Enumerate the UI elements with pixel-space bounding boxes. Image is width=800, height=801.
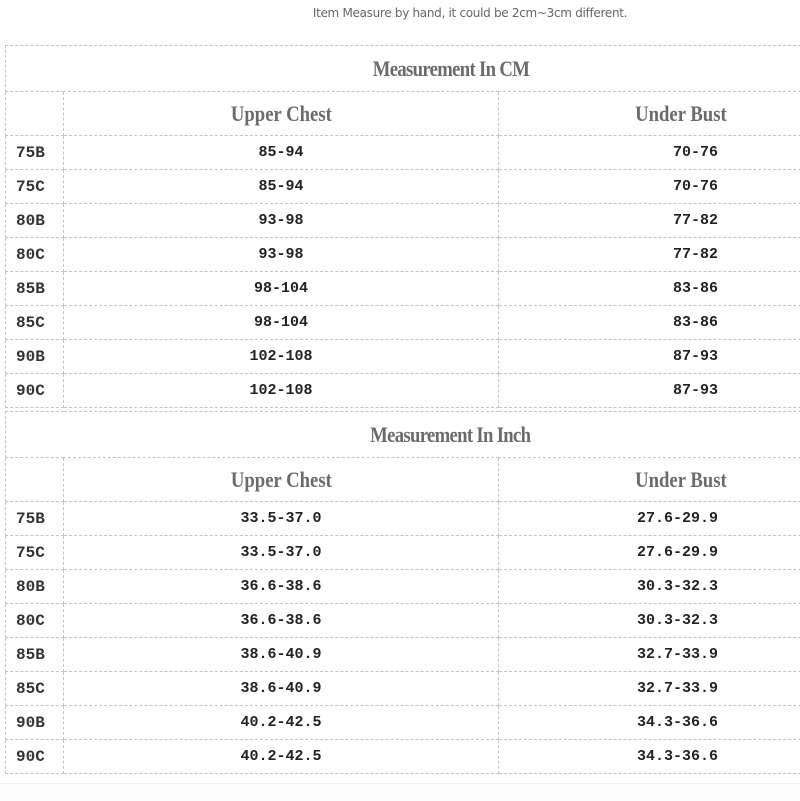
size-cell: 80B	[6, 204, 64, 238]
table-row	[6, 502, 800, 536]
table-row	[6, 536, 800, 570]
table-row	[6, 638, 800, 672]
size-cell: 75C	[6, 536, 64, 570]
upper-chest-cell: 102-108	[64, 340, 499, 374]
under-bust-cell: 70-76	[499, 170, 800, 204]
table-row	[6, 672, 800, 706]
header-under-bust: Under Bust	[499, 458, 800, 502]
size-cell: 80C	[6, 604, 64, 638]
under-bust-cell: 27.6-29.9	[499, 536, 800, 570]
table-title: Measurement In Inch	[6, 412, 800, 458]
under-bust-cell: 32.7-33.9	[499, 638, 800, 672]
size-table-inch	[5, 411, 800, 774]
size-cell: 85C	[6, 306, 64, 340]
under-bust-cell: 34.3-36.6	[499, 740, 800, 774]
upper-chest-cell: 38.6-40.9	[64, 672, 499, 706]
under-bust-cell: 70-76	[499, 136, 800, 170]
upper-chest-cell: 36.6-38.6	[64, 570, 499, 604]
table-row	[6, 604, 800, 638]
size-cell: 85B	[6, 272, 64, 306]
under-bust-cell: 83-86	[499, 306, 800, 340]
size-cell: 80C	[6, 238, 64, 272]
size-cell: 85B	[6, 638, 64, 672]
size-cell: 75C	[6, 170, 64, 204]
upper-chest-cell: 98-104	[64, 306, 499, 340]
upper-chest-cell: 93-98	[64, 238, 499, 272]
under-bust-cell: 27.6-29.9	[499, 502, 800, 536]
table-row	[6, 340, 800, 374]
measurement-note: Item Measure by hand, it could be 2cm~3cm different.	[0, 6, 800, 20]
under-bust-cell: 77-82	[499, 204, 800, 238]
size-cell: 75B	[6, 502, 64, 536]
under-bust-cell: 34.3-36.6	[499, 706, 800, 740]
header-upper-chest: Upper Chest	[64, 92, 499, 136]
upper-chest-cell: 98-104	[64, 272, 499, 306]
size-cell: 90B	[6, 706, 64, 740]
size-cell: 85C	[6, 672, 64, 706]
table-row	[6, 374, 800, 408]
table-row	[6, 570, 800, 604]
table-row	[6, 170, 800, 204]
under-bust-cell: 30.3-32.3	[499, 570, 800, 604]
upper-chest-cell: 85-94	[64, 170, 499, 204]
upper-chest-cell: 33.5-37.0	[64, 536, 499, 570]
size-cell: 90C	[6, 740, 64, 774]
table-row	[6, 204, 800, 238]
size-cell: 75B	[6, 136, 64, 170]
upper-chest-cell: 33.5-37.0	[64, 502, 499, 536]
upper-chest-cell: 93-98	[64, 204, 499, 238]
upper-chest-cell: 40.2-42.5	[64, 706, 499, 740]
header-size	[6, 92, 64, 136]
size-cell: 90C	[6, 374, 64, 408]
table-title: Measurement In CM	[6, 46, 800, 92]
upper-chest-cell: 36.6-38.6	[64, 604, 499, 638]
size-cell: 90B	[6, 340, 64, 374]
table-row	[6, 740, 800, 774]
size-table-cm	[5, 45, 800, 408]
table-title-row	[6, 412, 800, 458]
header-size	[6, 458, 64, 502]
size-cell: 80B	[6, 570, 64, 604]
upper-chest-cell: 38.6-40.9	[64, 638, 499, 672]
table-row	[6, 706, 800, 740]
header-under-bust: Under Bust	[499, 92, 800, 136]
table-title-row	[6, 46, 800, 92]
bottom-divider	[0, 783, 800, 801]
table-row	[6, 272, 800, 306]
under-bust-cell: 87-93	[499, 374, 800, 408]
table-header-row	[6, 458, 800, 502]
table-row	[6, 306, 800, 340]
under-bust-cell: 32.7-33.9	[499, 672, 800, 706]
under-bust-cell: 83-86	[499, 272, 800, 306]
table-row	[6, 238, 800, 272]
upper-chest-cell: 85-94	[64, 136, 499, 170]
upper-chest-cell: 40.2-42.5	[64, 740, 499, 774]
table-row	[6, 136, 800, 170]
header-upper-chest: Upper Chest	[64, 458, 499, 502]
table-header-row	[6, 92, 800, 136]
upper-chest-cell: 102-108	[64, 374, 499, 408]
under-bust-cell: 87-93	[499, 340, 800, 374]
under-bust-cell: 77-82	[499, 238, 800, 272]
under-bust-cell: 30.3-32.3	[499, 604, 800, 638]
